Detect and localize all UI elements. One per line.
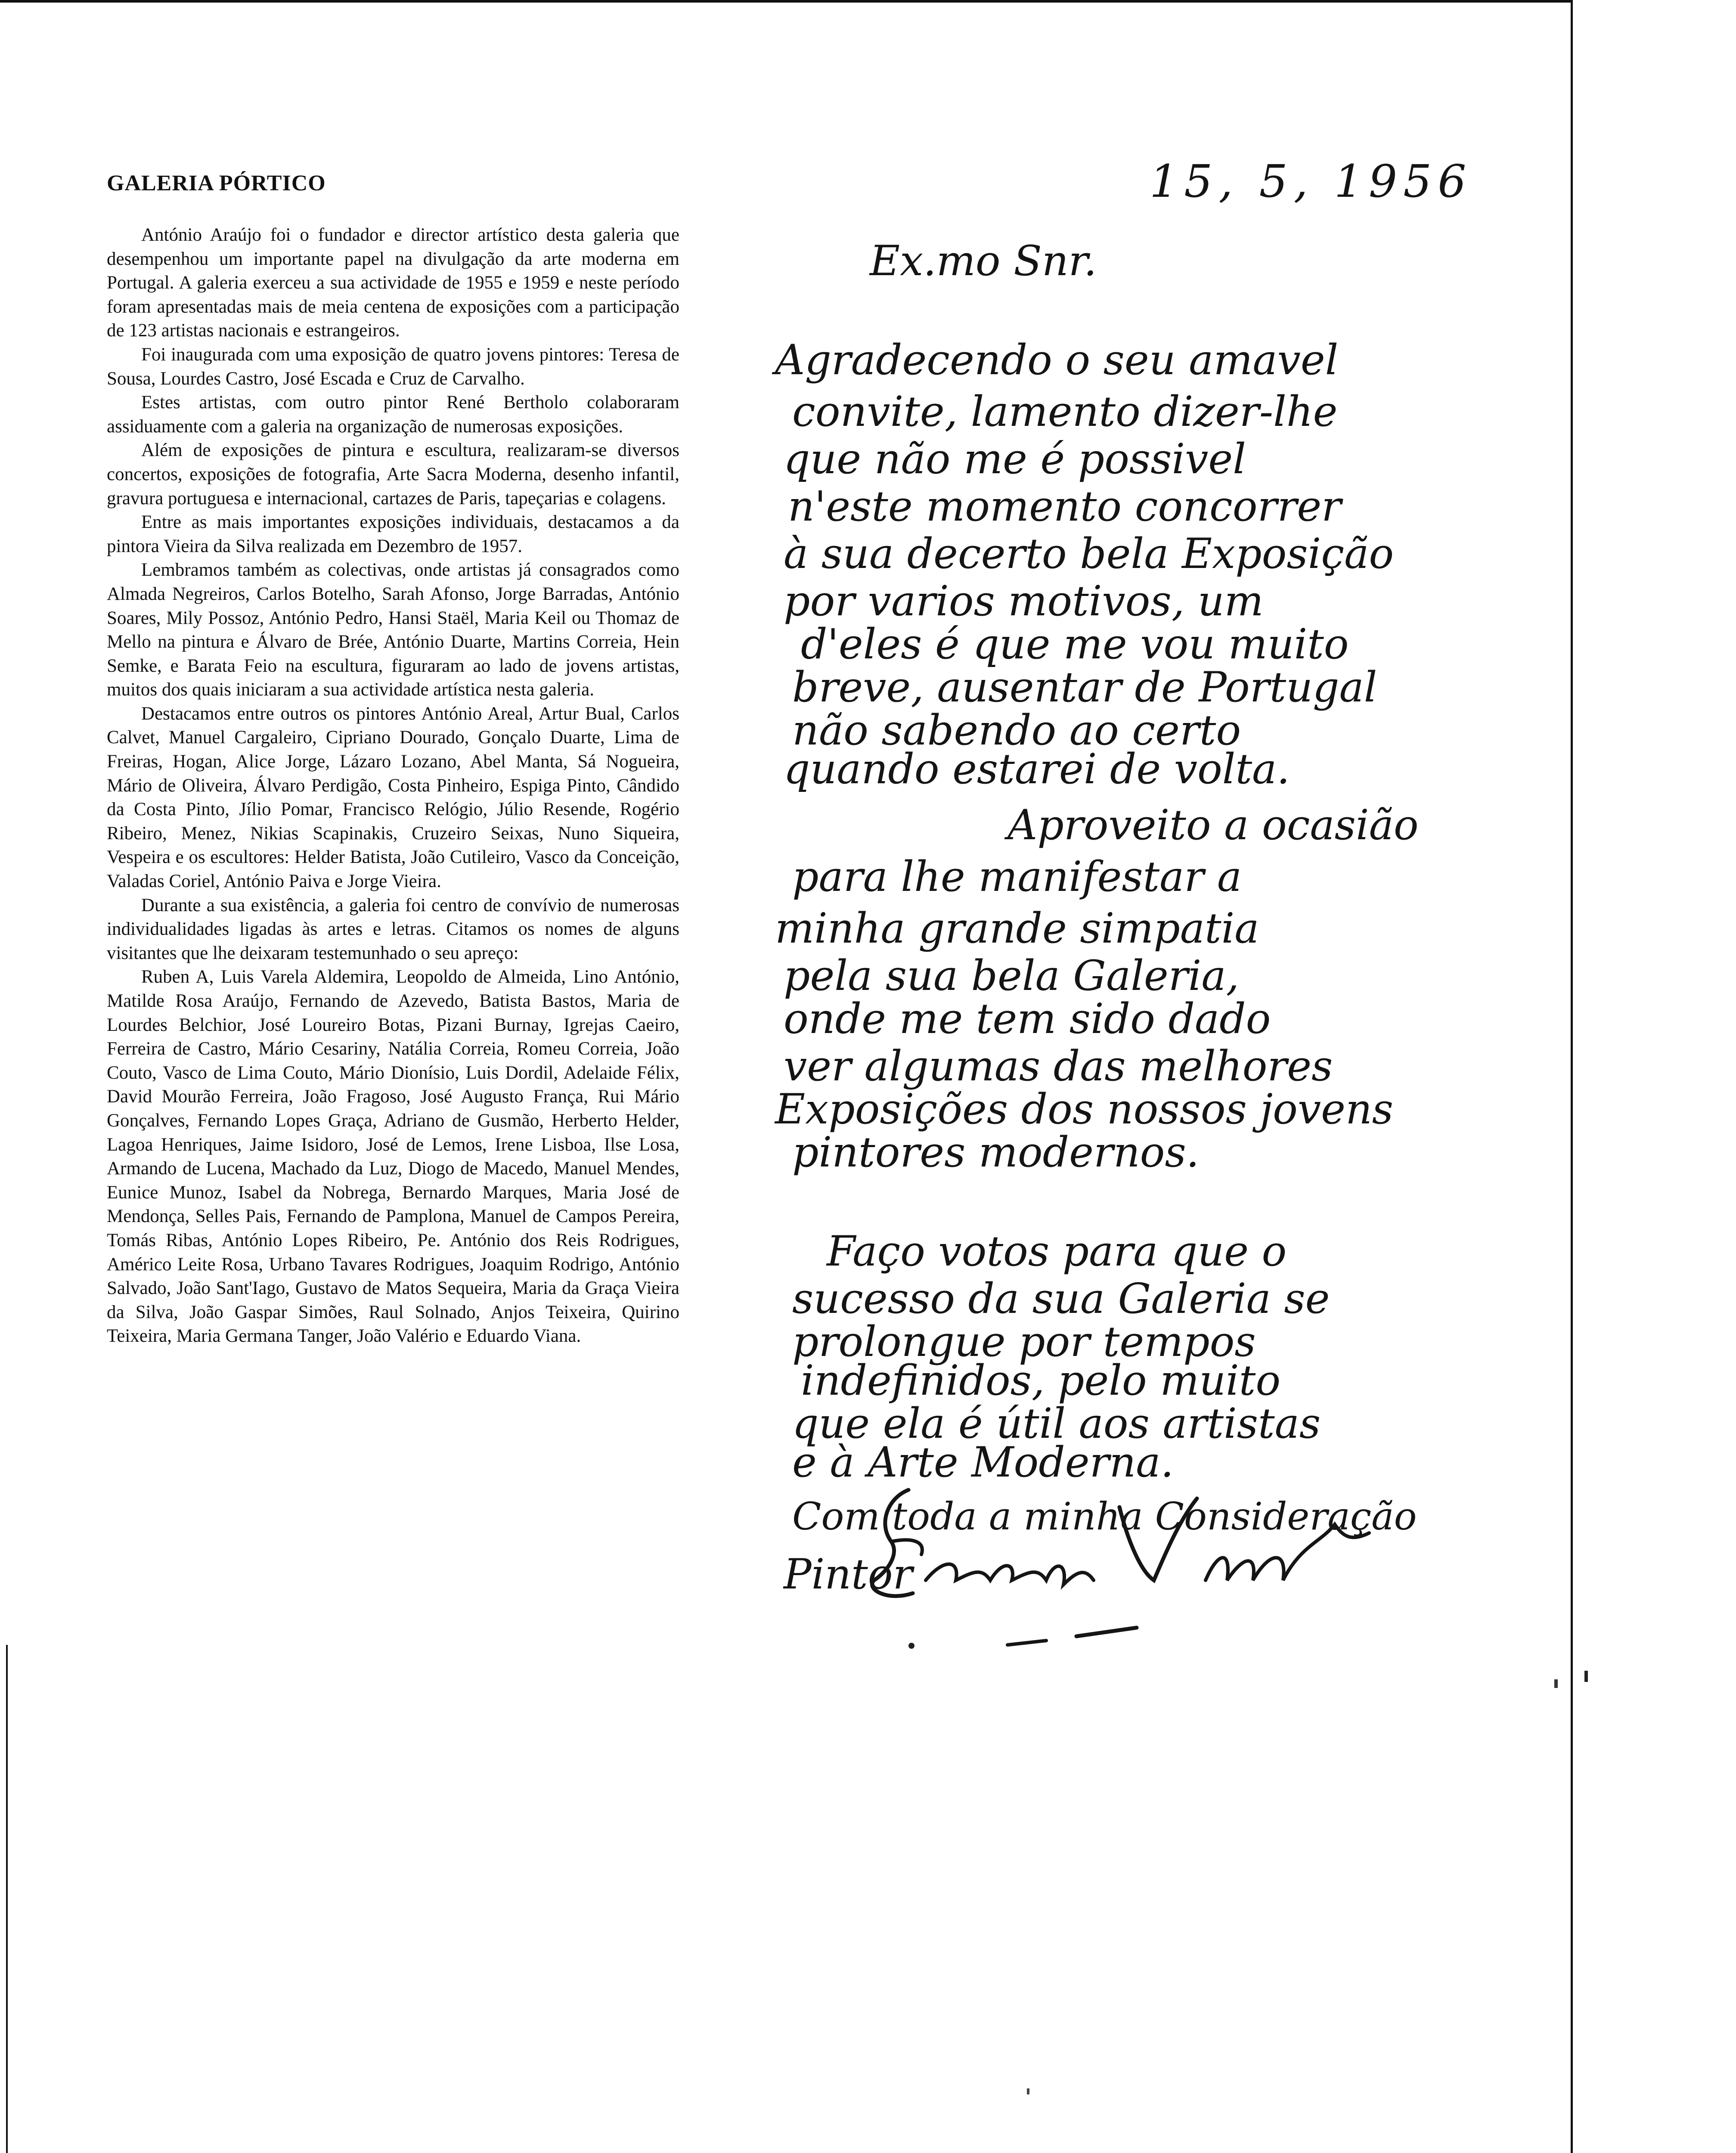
letter-line: e à Arte Moderna.	[792, 1438, 1174, 1486]
letter-line: que não me é possivel	[784, 435, 1246, 483]
letter-line: d'eles é que me vou muito	[801, 620, 1349, 668]
letter-date: 15, 5, 1956	[1150, 155, 1472, 208]
paragraph: Além de exposições de pintura e escultura, realizaram-se diversos concertos, exposições de fotografia, Arte Sacra Moderna, desenho infantil, gravura portuguesa e internacional, cartazes de Paris, tapeçarias e colagens.	[107, 440, 679, 509]
letter-line: à sua decerto bela Exposição	[784, 530, 1394, 578]
letter-line: minha grande simpatia	[775, 904, 1259, 952]
right-edge-rule	[1571, 0, 1573, 2153]
top-rule	[0, 0, 1572, 3]
letter-line: para lhe manifestar a	[792, 853, 1242, 901]
article-title: GALERIA PÓRTICO	[107, 171, 326, 195]
article-body	[107, 223, 679, 1348]
paragraph: Ruben A, Luis Varela Aldemira, Leopoldo de Almeida, Lino António, Matilde Rosa Araújo, Fernando de Azevedo, Batista Bastos, Maria de Lourdes Belchior, José Loureiro Botas, Pizani Burnay, Igrejas Caeiro, Ferreira de Castro, Mário Cesariny, Natália Correia, Romeu Correia, João Couto, Vasco de Lima Couto, Mário Dionísio, Luis Dordil, Adelaide Félix, David Mourão Ferreira, João Fragoso, José Augusto França, Rui Mário Gonçalves, Fernando Lopes Graça, Adriano de Gusmão, Herberto Helder, Lagoa Henriques, Jaime Isidoro, José de Lemos, Irene Lisboa, Ilse Losa, Armando de Lucena, Machado da Luz, Diogo de Macedo, Manuel Mendes, Eunice Munoz, Isabel da Nobrega, Bernardo Marques, Maria José de Mendonça, Selles Pais, Fernando de Pamplona, Manuel de Campos Pereira, Tomás Ribas, António Lopes Ribeiro, Pe. António dos Reis Rodrigues, Américo Leite Rosa, Urbano Tavares Rodrigues, Joaquim Rodrigo, António Salvado, João Sant'Iago, Gustavo de Matos Sequeira, Maria da Graça Vieira da Silva, João Gaspar Simões, Raul Solnado, Anjos Teixeira, Quirino Teixeira, Maria Germana Tanger, João Valério e Eduardo Viana.	[107, 967, 679, 1346]
letter-line: ver algumas das melhores	[784, 1042, 1333, 1090]
stray-mark	[908, 1643, 914, 1649]
letter-line: não sabendo ao certo	[792, 706, 1241, 754]
letter-line: quando estarei de volta.	[784, 745, 1290, 793]
paragraph: Foi inaugurada com uma exposição de quatro jovens pintores: Teresa de Sousa, Lourdes Castro, José Escada e Cruz de Carvalho.	[107, 344, 679, 389]
paragraph: Entre as mais importantes exposições individuais, destacamos a da pintora Vieira da Silva realizada em Dezembro de 1957.	[107, 512, 679, 556]
left-margin-rule	[6, 1645, 8, 2153]
letter-line: Agradecendo o seu amavel	[775, 336, 1339, 384]
stray-mark	[1584, 1671, 1588, 1682]
letter-line: convite, lamento dizer-lhe	[792, 388, 1338, 436]
letter-line: sucesso da sua Galeria se	[792, 1275, 1330, 1323]
paragraph: Estes artistas, com outro pintor René Bertholo colaboraram assiduamente com a galeria na organização de numerosas exposições.	[107, 392, 679, 437]
letter-line: Faço votos para que o	[827, 1227, 1287, 1275]
paragraph: Destacamos entre outros os pintores António Areal, Artur Bual, Carlos Calvet, Manuel Cargaleiro, Cipriano Dourado, Gonçalo Duarte, Lima de Freiras, Hogan, Alice Jorge, Lázaro Lozano, Abel Manta, Sá Nogueira, Mário de Oliveira, Álvaro Perdigão, Costa Pinheiro, Espiga Pinto, Cândido da Costa Pinto, Jílio Pomar, Francisco Relógio, Júlio Resende, Rogério Ribeiro, Menez, Nikias Scapinakis, Cruzeiro Seixas, Nuno Siqueira, Vespeira e os escultores: Helder Batista, João Cutileiro, Vasco da Conceição, Valadas Coriel, António Paiva e Jorge Vieira.	[107, 703, 679, 892]
letter-closing: Com toda a minha Consideração	[792, 1494, 1417, 1539]
letter-salutation: Ex.mo Snr.	[870, 237, 1097, 285]
signature-drawing	[861, 1473, 1404, 1654]
letter-line: indefinidos, pelo muito	[801, 1356, 1281, 1405]
stray-mark	[1554, 1679, 1558, 1688]
paragraph: Durante a sua existência, a galeria foi centro de convívio de numerosas individualidades ligadas às artes e letras. Citamos os nomes de alguns visitantes que lhe deixaram testemunhado o seu apreço:	[107, 895, 679, 963]
letter-line: que ela é útil aos artistas	[792, 1399, 1321, 1448]
letter-line: onde me tem sido dado	[784, 995, 1271, 1043]
letter-line: breve, ausentar de Portugal	[792, 663, 1377, 711]
letter-line: Aproveito a ocasião	[1008, 801, 1419, 849]
letter-signoff: Pintor	[784, 1550, 913, 1598]
handwritten-letter	[766, 146, 1541, 1679]
paragraph: António Araújo foi o fundador e director artístico desta galeria que desempenhou um importante papel na divulgação da arte moderna em Portugal. A galeria exerceu a sua actividade de 1955 e 1959 e neste período foram apresentadas mais de meia centena de exposições com a participação de 123 artistas nacionais e estrangeiros.	[107, 225, 679, 341]
stray-mark	[1027, 2088, 1029, 2094]
letter-line: prolongue por tempos	[792, 1318, 1256, 1366]
letter-line: por varios motivos, um	[784, 577, 1264, 625]
letter-line: pela sua bela Galeria,	[784, 952, 1240, 1000]
letter-line: Exposições dos nossos jovens	[775, 1085, 1394, 1133]
letter-line: pintores modernos.	[792, 1128, 1200, 1176]
signature	[861, 1473, 1404, 1654]
paragraph: Lembramos também as colectivas, onde artistas já consagrados como Almada Negreiros, Carlos Botelho, Sarah Afonso, Jorge Barradas, António Soares, Mily Possoz, António Pedro, Hansi Staël, Maria Keil ou Thomaz de Mello na pintura e Álvaro de Brée, António Duarte, Martins Correia, Hein Semke, e Barata Feio na escultura, figuraram ao lado de jovens artistas, muitos dos quais iniciaram a sua actividade artística nesta galeria.	[107, 560, 679, 700]
letter-line: n'este momento concorrer	[788, 482, 1342, 530]
